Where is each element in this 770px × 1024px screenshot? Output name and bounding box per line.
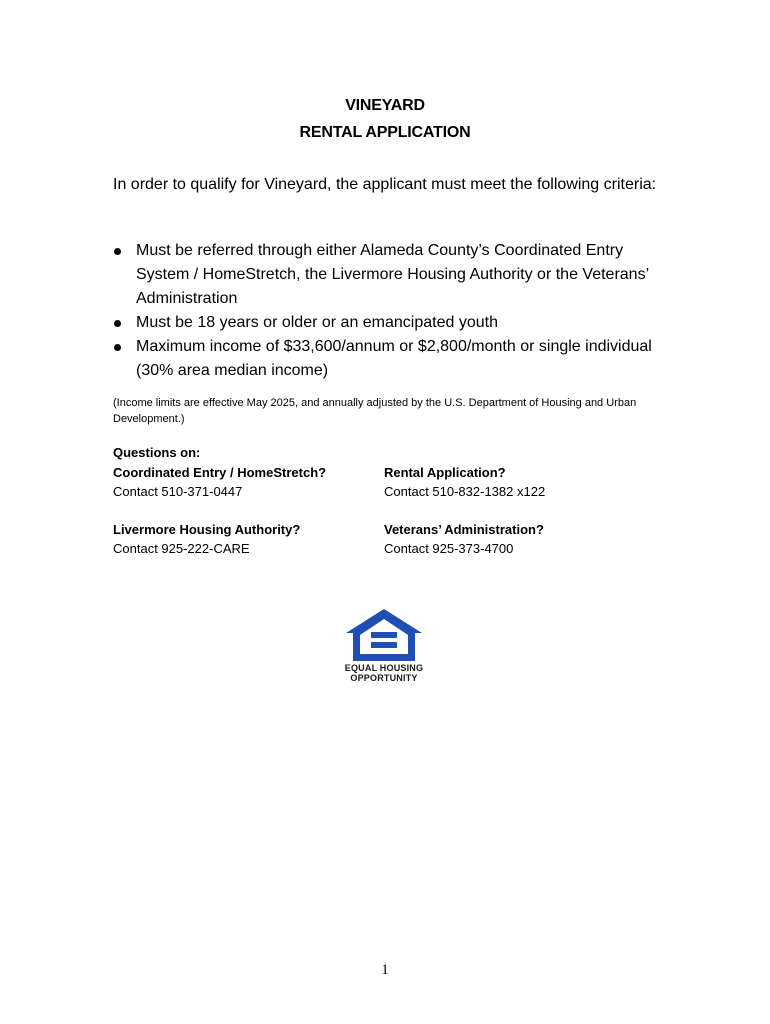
criteria-text: Maximum income of $33,600/annum or $2,800/month or single individual (30% area median income) [136,338,652,379]
criteria-item [113,239,673,311]
document-title: VINEYARD [345,97,425,114]
criteria-list [113,239,673,383]
contact-phone: Contact 510-832-1382 x122 [384,484,546,499]
contact-veterans-administration [384,520,673,559]
bullet-icon [114,344,121,351]
intro-paragraph: In order to qualify for Vineyard, the applicant must meet the following criteria: [113,176,657,193]
equal-housing-opportunity-logo [344,607,424,687]
criteria-text: Must be 18 years or older or an emancipated youth [136,314,498,331]
contact-phone: Contact 925-373-4700 [384,541,514,556]
criteria-text: Must be referred through either Alameda County’s Coordinated Entry System / HomeStretch, the Livermore Housing Authority or the Veterans’ Administration [136,242,649,307]
document-subtitle: RENTAL APPLICATION [299,124,471,141]
contact-rental-application [384,463,673,502]
contact-phone: Contact 510-371-0447 [113,484,243,499]
contact-phone: Contact 925-222-CARE [113,541,250,556]
contact-coordinated-entry [113,463,384,502]
contact-label: Rental Application? [384,464,506,480]
bullet-icon [114,248,121,255]
bullet-icon [114,320,121,327]
equal-housing-opportunity-icon [344,607,424,663]
eho-line2: OPPORTUNITY [350,673,418,683]
criteria-item [113,335,673,383]
questions-heading: Questions on: [113,445,201,460]
criteria-item [113,311,673,335]
contacts-grid [113,463,673,559]
eho-line1: EQUAL HOUSING [344,663,424,673]
page-number: 1 [381,962,389,978]
contact-livermore-housing [113,520,384,559]
contacts-section [113,443,673,559]
income-note: (Income limits are effective May 2025, and annually adjusted by the U.S. Department of Housing and Urban Development.) [113,397,637,425]
contact-label: Coordinated Entry / HomeStretch? [113,464,327,480]
contact-label: Livermore Housing Authority? [113,521,301,537]
contact-label: Veterans’ Administration? [384,521,544,537]
